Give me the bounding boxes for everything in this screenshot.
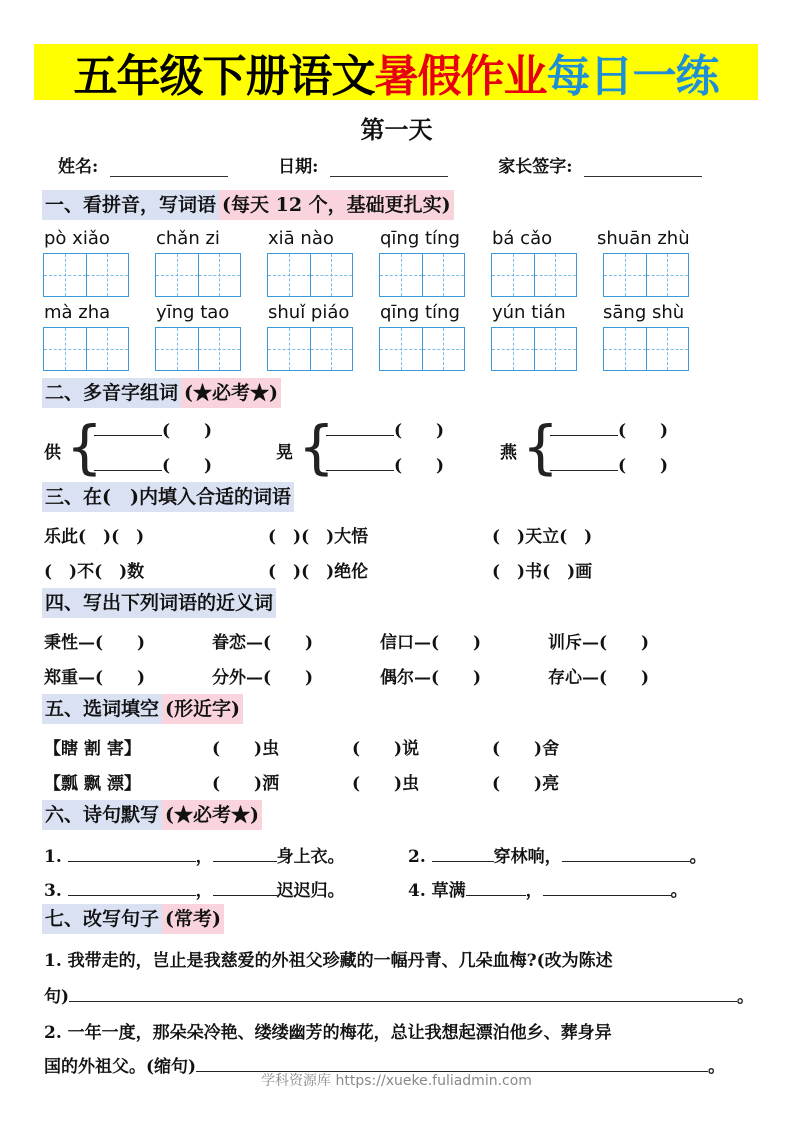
synonym-item[interactable]: 眷恋—( ) (212, 633, 314, 653)
pinyin-label: qīng tíng (380, 302, 460, 323)
poem-line-2 (408, 842, 707, 867)
choose-item[interactable]: ( )舍 (492, 739, 560, 759)
synonym-item[interactable]: 训斥—( ) (548, 633, 650, 653)
poem-number: 4. (408, 881, 426, 901)
rewrite-q2-tail: 国的外祖父。(缩句) (44, 1057, 197, 1077)
writing-grid[interactable] (603, 253, 689, 297)
poem-blank[interactable] (213, 844, 277, 862)
pinyin-label: yīng tao (156, 302, 230, 323)
poem-text: 草满 (431, 881, 466, 901)
synonym-item[interactable]: 偶尔—( ) (380, 668, 482, 688)
section-6-heading (42, 800, 262, 830)
polyphone-char: 供 (44, 443, 61, 463)
synonym-item[interactable]: 秉性—( ) (44, 633, 146, 653)
paren-blank[interactable]: ( ) (394, 456, 445, 476)
footer-watermark: 学科资源库 https://xueke.fuliadmin.com (261, 1073, 532, 1089)
poem-text: 身上衣。 (276, 847, 345, 867)
day-title: 第一天 (360, 115, 433, 144)
pinyin-label: sāng shù (603, 302, 685, 323)
choose-item[interactable]: ( )亮 (492, 774, 560, 794)
name-blank[interactable] (110, 159, 228, 177)
poem-number: 1. (44, 847, 62, 867)
synonym-item[interactable]: 信口—( ) (380, 633, 482, 653)
word-blank[interactable] (94, 418, 162, 436)
rewrite-q1-line1: 1. 我带走的，岂止是我慈爱的外祖父珍藏的一幅丹青、几朵血梅?(改为陈述 (44, 951, 613, 971)
writing-grid[interactable] (155, 253, 241, 297)
polyphone-char: 燕 (500, 443, 517, 463)
idiom-fill-item[interactable]: ( )天立( ) (492, 527, 593, 547)
pinyin-label: qīng tíng (380, 228, 460, 249)
writing-grid[interactable] (267, 327, 353, 371)
writing-grid[interactable] (267, 253, 353, 297)
writing-grid[interactable] (43, 253, 129, 297)
pinyin-label: chǎn zi (156, 228, 220, 249)
section-6-title: 六、诗句默写 (42, 800, 162, 830)
writing-grid[interactable] (379, 253, 465, 297)
info-row (58, 152, 702, 177)
paren-blank[interactable]: ( ) (394, 421, 445, 441)
punctuation: 。 (737, 987, 755, 1007)
idiom-fill-item[interactable]: ( )( )大悟 (268, 527, 369, 547)
pinyin-label: mà zha (44, 302, 111, 323)
section-3-title: 三、在( )内填入合适的词语 (42, 482, 294, 512)
poem-text: 穿林响， (493, 847, 562, 867)
polyphone-answer (550, 451, 668, 476)
section-2-note: (★必考★) (181, 378, 281, 408)
word-blank[interactable] (94, 453, 162, 471)
word-blank[interactable] (326, 453, 394, 471)
section-1-heading (42, 190, 454, 220)
poem-blank[interactable] (432, 844, 494, 862)
polyphone-answer (326, 416, 444, 441)
synonym-item[interactable]: 郑重—( ) (44, 668, 146, 688)
choose-item[interactable]: ( )说 (352, 739, 420, 759)
parent-signature-label: 家长签字: (498, 157, 573, 177)
synonym-item[interactable]: 分外—( ) (212, 668, 314, 688)
pinyin-label: xiā nào (268, 228, 334, 249)
word-options: 【瓢 飘 漂】 (44, 774, 141, 794)
poem-text: 迟迟归。 (276, 881, 345, 901)
left-brace: { (66, 413, 103, 481)
poem-line-4 (408, 876, 688, 901)
paren-blank[interactable]: ( ) (618, 456, 669, 476)
poem-blank[interactable] (213, 878, 277, 896)
polyphone-answer (94, 451, 212, 476)
word-blank[interactable] (326, 418, 394, 436)
section-2-title: 二、多音字组词 (42, 378, 181, 408)
date-label: 日期: (278, 157, 319, 177)
pinyin-label: pò xiǎo (44, 228, 110, 249)
writing-grid[interactable] (43, 327, 129, 371)
section-1-title: 一、看拼音，写词语 (42, 190, 219, 220)
punctuation: ， (195, 881, 213, 901)
punctuation: 。 (708, 1057, 726, 1077)
section-1-note: (每天 12 个，基础更扎实) (219, 190, 454, 220)
synonym-item[interactable]: 存心—( ) (548, 668, 650, 688)
writing-grid[interactable] (491, 253, 577, 297)
section-4-heading (42, 588, 276, 618)
poem-blank[interactable] (543, 878, 671, 896)
pinyin-label: bá cǎo (492, 228, 553, 249)
paren-blank[interactable]: ( ) (162, 456, 213, 476)
section-2-heading (42, 378, 281, 408)
punctuation: 。 (689, 847, 707, 867)
choose-item[interactable]: ( )洒 (212, 774, 280, 794)
polyphone-char: 晃 (276, 443, 293, 463)
writing-grid[interactable] (379, 327, 465, 371)
rewrite-q2-line1: 2. 一年一度，那朵朵冷艳、缕缕幽芳的梅花，总让我想起漂泊他乡、葬身异 (44, 1023, 612, 1043)
section-7-title: 七、改写句子 (42, 904, 162, 934)
idiom-fill-item[interactable]: ( )不( )数 (44, 562, 145, 582)
punctuation: ， (195, 847, 213, 867)
left-brace: { (522, 413, 559, 481)
rewrite-q1-line2 (44, 982, 754, 1007)
poem-line-3 (44, 876, 345, 901)
section-5-title: 五、选词填空 (42, 694, 162, 724)
poem-blank[interactable] (562, 844, 690, 862)
word-blank[interactable] (550, 453, 618, 471)
punctuation: ， (525, 881, 543, 901)
pinyin-label: shuǐ piáo (268, 302, 350, 323)
idiom-fill-item[interactable]: 乐此( )( ) (44, 527, 145, 547)
title-part-grade: 五年级下册语文 (73, 51, 375, 102)
poem-number: 2. (408, 847, 426, 867)
title-part-daily: 每日一练 (546, 51, 719, 102)
poem-blank[interactable] (466, 878, 526, 896)
poem-number: 3. (44, 881, 62, 901)
writing-grid[interactable] (491, 327, 577, 371)
word-options: 【瞎 割 害】 (44, 739, 141, 759)
date-blank[interactable] (330, 159, 448, 177)
section-5-heading (42, 694, 243, 724)
section-4-title: 四、写出下列词语的近义词 (42, 588, 276, 618)
idiom-fill-item[interactable]: ( )( )绝伦 (268, 562, 369, 582)
idiom-fill-item[interactable]: ( )书( )画 (492, 562, 593, 582)
paren-blank[interactable]: ( ) (162, 421, 213, 441)
writing-grid[interactable] (603, 327, 689, 371)
title-banner (34, 44, 758, 100)
paren-blank[interactable]: ( ) (618, 421, 669, 441)
name-label: 姓名: (58, 157, 99, 177)
section-5-note: (形近字) (162, 694, 243, 724)
pinyin-label: yún tián (492, 302, 566, 323)
punctuation: 。 (670, 881, 688, 901)
poem-line-1 (44, 842, 345, 867)
section-7-heading (42, 904, 224, 934)
writing-grid[interactable] (155, 327, 241, 371)
pinyin-label: shuān zhù (597, 228, 690, 249)
choose-item[interactable]: ( )虫 (212, 739, 280, 759)
poem-blank[interactable] (68, 844, 196, 862)
choose-item[interactable]: ( )虫 (352, 774, 420, 794)
parent-signature-blank[interactable] (584, 159, 702, 177)
rewrite-q1-tail: 句) (44, 987, 70, 1007)
section-7-note: (常考) (162, 904, 224, 934)
section-3-heading (42, 482, 294, 512)
polyphone-answer (550, 416, 668, 441)
polyphone-answer (94, 416, 212, 441)
poem-blank[interactable] (68, 878, 196, 896)
title-part-homework: 暑假作业 (374, 51, 547, 102)
word-blank[interactable] (550, 418, 618, 436)
section-6-note: (★必考★) (162, 800, 262, 830)
polyphone-answer (326, 451, 444, 476)
left-brace: { (298, 413, 335, 481)
answer-blank[interactable] (69, 984, 737, 1002)
